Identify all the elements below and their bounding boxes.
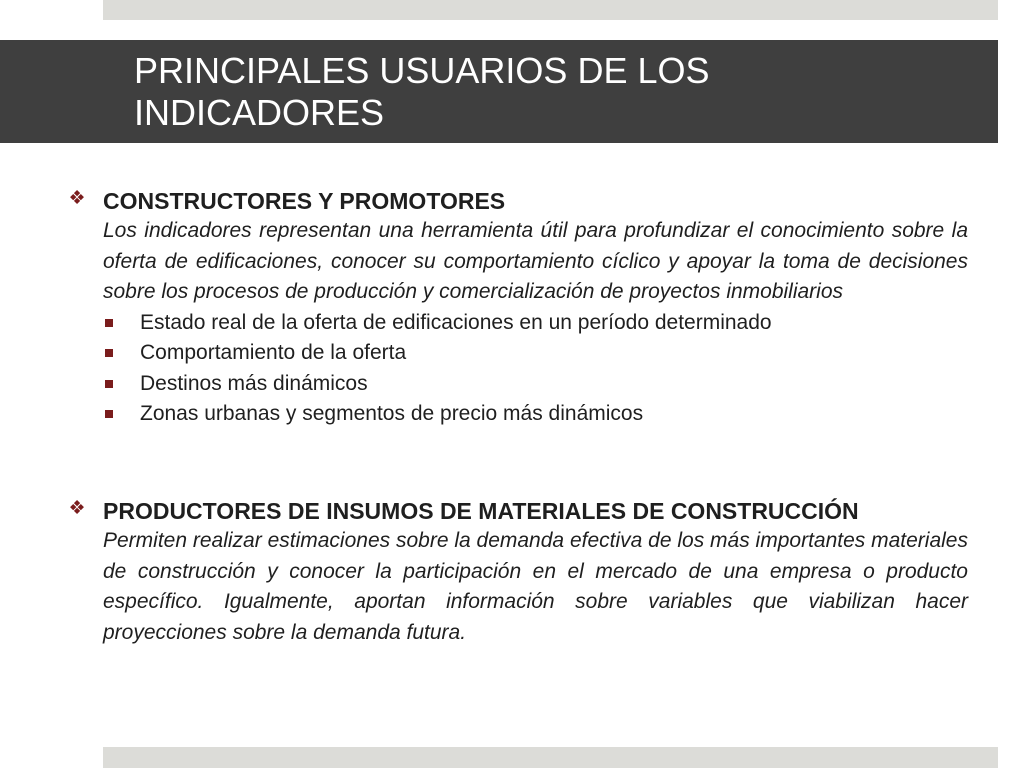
square-bullet-icon bbox=[105, 349, 113, 357]
list-item-text: Destinos más dinámicos bbox=[140, 371, 368, 395]
section-content bbox=[103, 186, 968, 430]
square-bullet-icon bbox=[105, 410, 113, 418]
list-item bbox=[103, 369, 968, 400]
section-description: Permiten realizar estimaciones sobre la demanda efectiva de los más importantes materiales de construcción y conocer la participación en el mercado de una empresa o producto específico. Igualmente, aportan información sobre variables que viabilizan hacer proyecciones sobre la demanda futura. bbox=[103, 529, 968, 644]
slide-title: PRINCIPALES USUARIOS DE LOS INDICADORES bbox=[134, 50, 710, 133]
top-decorative-bar bbox=[103, 0, 998, 20]
section-heading: PRODUCTORES DE INSUMOS DE MATERIALES DE CONSTRUCCIÓN bbox=[103, 498, 859, 524]
list-item bbox=[103, 338, 968, 369]
bottom-decorative-bar bbox=[103, 747, 998, 768]
sub-bullet-list bbox=[103, 308, 968, 430]
list-item-text: Zonas urbanas y segmentos de precio más dinámicos bbox=[140, 402, 644, 426]
square-bullet-icon bbox=[105, 380, 113, 388]
diamond-bullet-icon: ❖ bbox=[68, 498, 86, 519]
list-item-text: Comportamiento de la oferta bbox=[140, 341, 407, 365]
square-bullet-icon bbox=[105, 319, 113, 327]
list-item bbox=[103, 308, 968, 339]
section-content bbox=[103, 496, 968, 648]
section-description: Los indicadores representan una herramienta útil para profundizar el conocimiento sobre la oferta de edificaciones, conocer su comportamiento cíclico y apoyar la toma de decisiones sobre los procesos de producción y comercialización de proyectos inmobiliarios bbox=[103, 219, 968, 304]
list-item bbox=[103, 399, 968, 430]
list-item-text: Estado real de la oferta de edificaciones en un período determinado bbox=[140, 310, 772, 334]
section-heading: CONSTRUCTORES Y PROMOTORES bbox=[103, 188, 506, 214]
diamond-bullet-icon: ❖ bbox=[68, 188, 86, 209]
